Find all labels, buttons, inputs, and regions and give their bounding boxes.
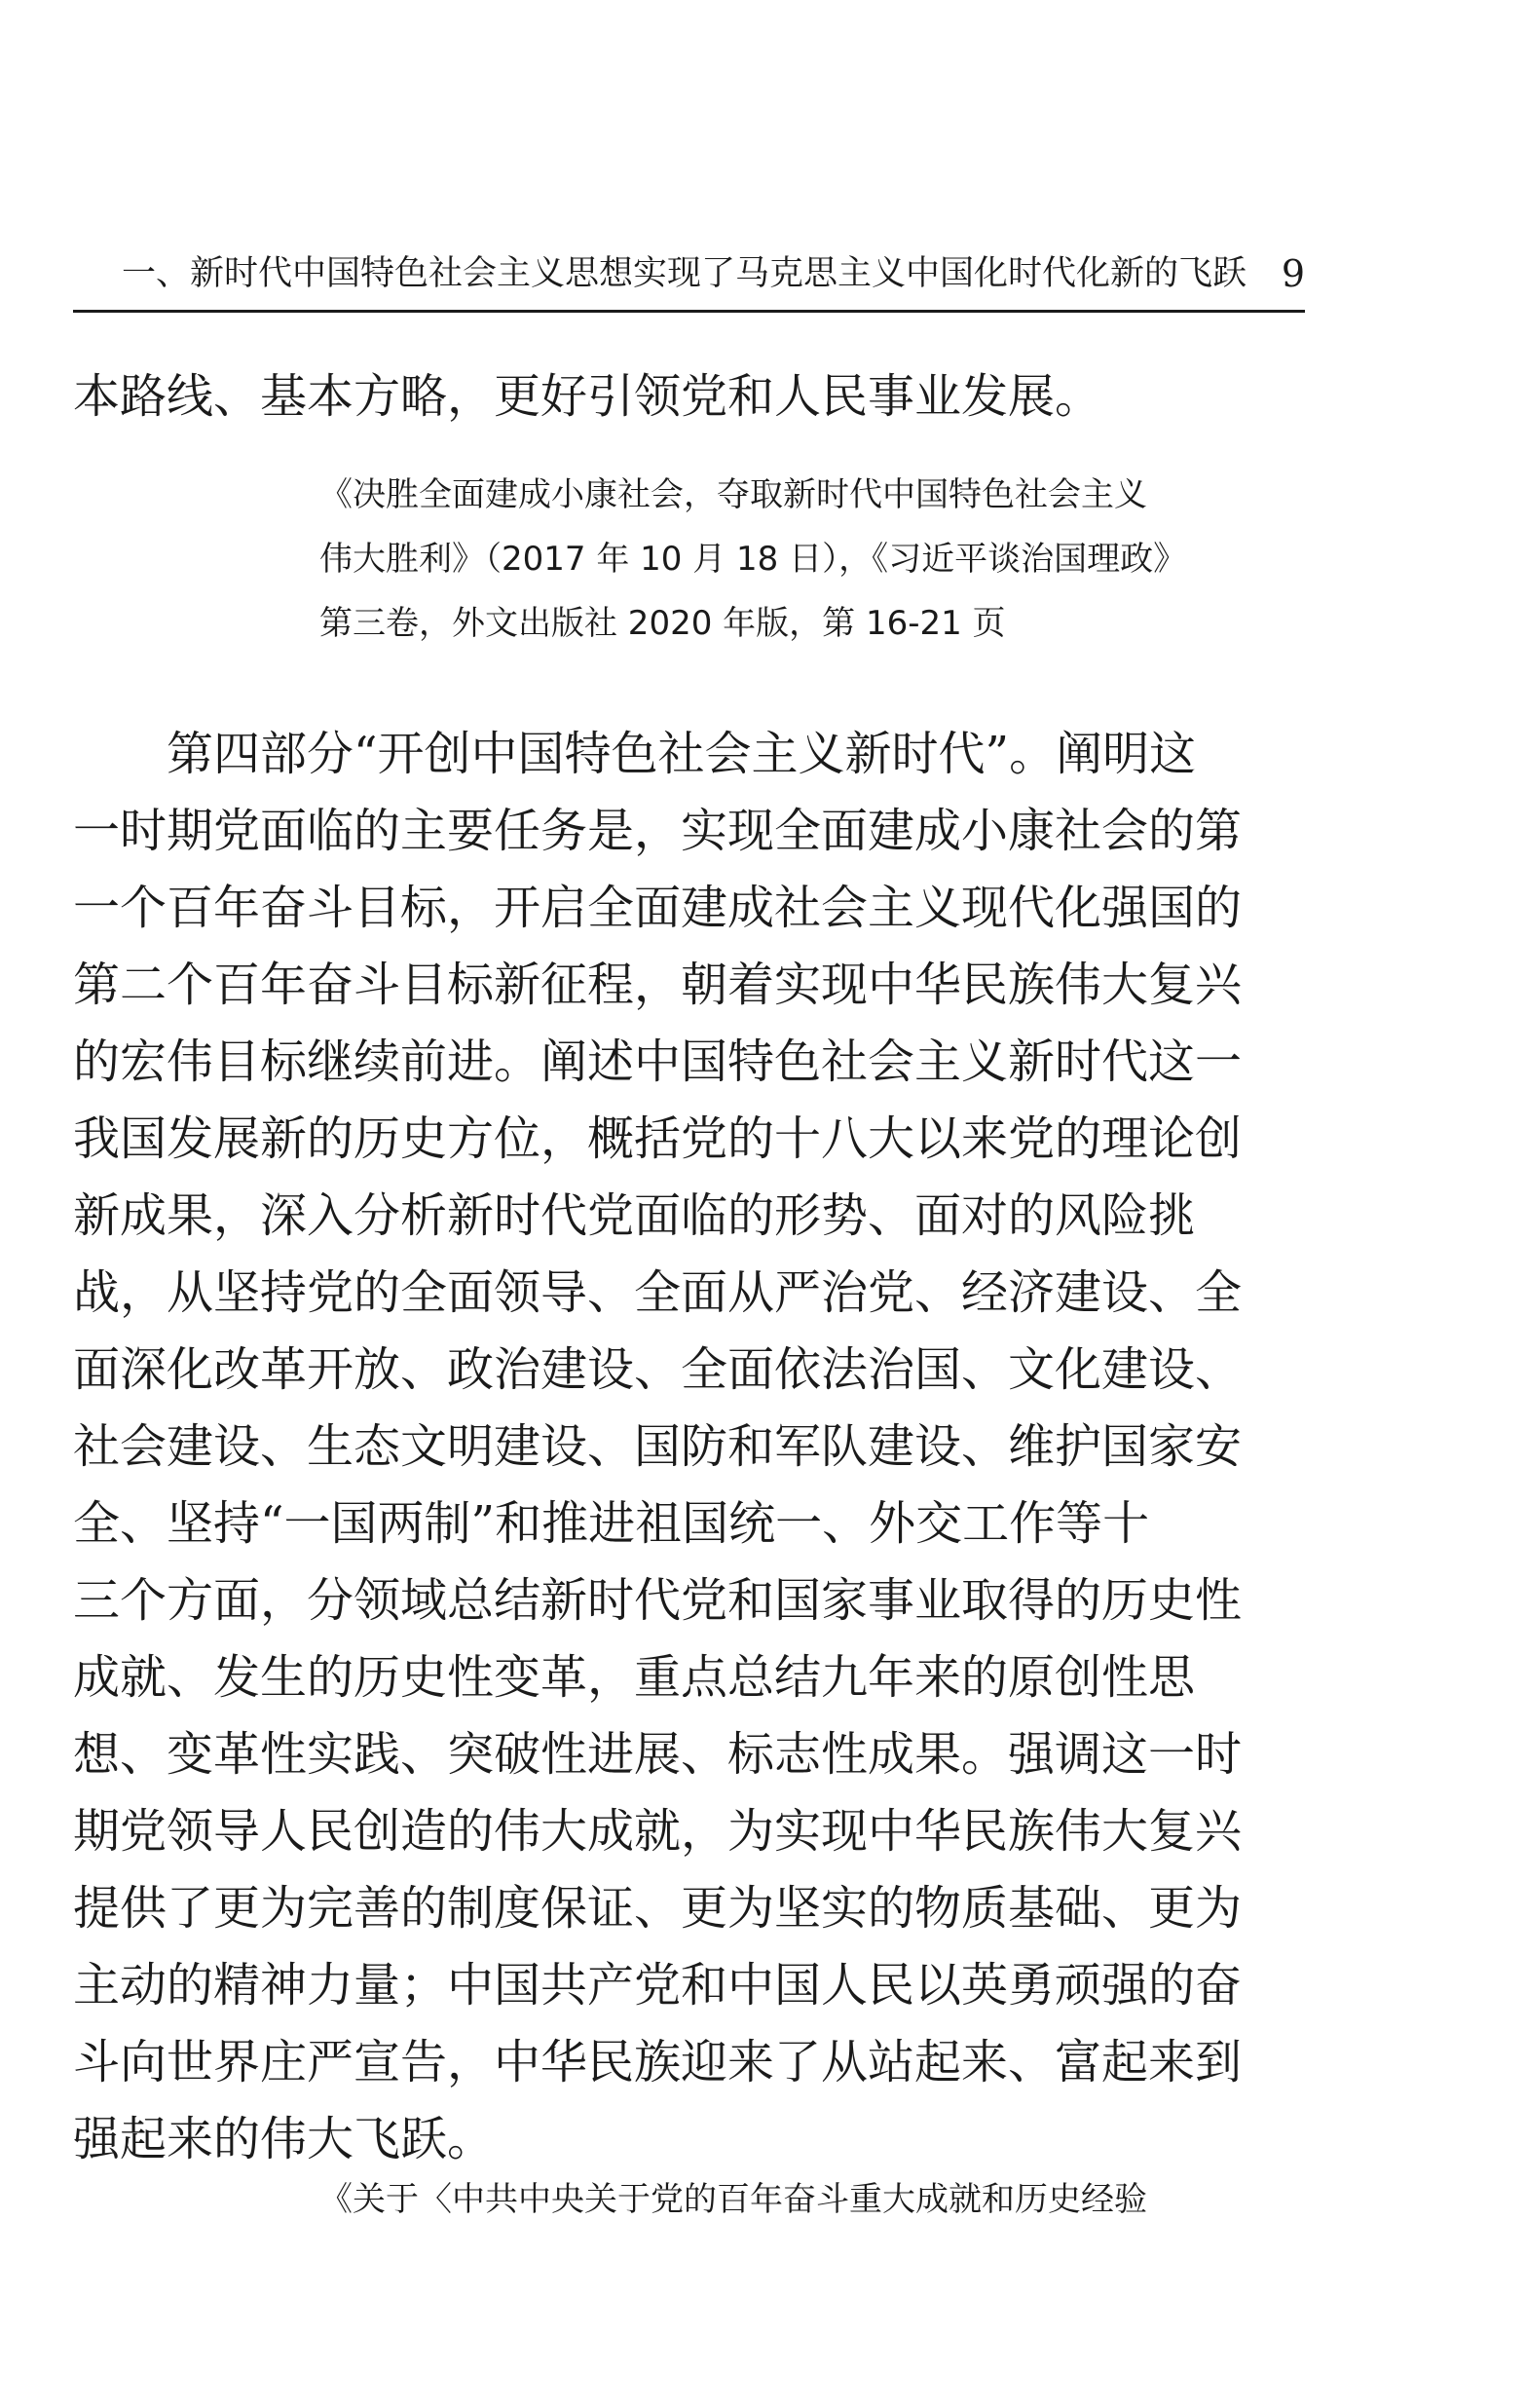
paragraph-line: 期党领导人民创造的伟大成就，为实现中华民族伟大复兴	[73, 1804, 1243, 1859]
paragraph-line: 斗向世界庄严宣告，中华民族迎来了从站起来、富起来到	[73, 2035, 1243, 2089]
paragraph-line: 战，从坚持党的全面领导、全面从严治党、经济建设、全	[73, 1265, 1243, 1320]
continued-text-line: 本路线、基本方略，更好引领党和人民事业发展。	[73, 369, 1102, 424]
paragraph-line: 我国发展新的历史方位，概括党的十八大以来党的理论创	[73, 1111, 1243, 1166]
paragraph-line: 提供了更为完善的制度保证、更为坚实的物质基础、更为	[73, 1881, 1243, 1936]
citation-bottom: 《关于〈中共中央关于党的百年奋斗重大成就和历史经验	[319, 2180, 1147, 2219]
paragraph-line: 主动的精神力量；中国共产党和中国人民以英勇顽强的奋	[73, 1958, 1243, 2013]
paragraph-line: 第二个百年奋斗目标新征程，朝着实现中华民族伟大复兴	[73, 958, 1243, 1012]
paragraph-line: 三个方面，分领域总结新时代党和国家事业取得的历史性	[73, 1573, 1243, 1628]
header-rule	[73, 310, 1305, 313]
paragraph-line: 新成果，深入分析新时代党面临的形势、面对的风险挑	[73, 1188, 1196, 1243]
paragraph-line: 全、坚持“一国两制”和推进祖国统一、外交工作等十	[73, 1496, 1150, 1551]
running-header	[73, 246, 1305, 301]
citation-line-3: 第三卷，外文出版社 2020 年版，第 16-21 页	[319, 604, 1006, 643]
body-paragraph	[73, 716, 1310, 2178]
citation-line-2: 伟大胜利》（2017 年 10 月 18 日），《习近平谈治国理政》	[319, 540, 1187, 579]
paragraph-line: 一个百年奋斗目标，开启全面建成社会主义现代化强国的	[73, 881, 1243, 935]
paragraph-line: 面深化改革开放、政治建设、全面依法治国、文化建设、	[73, 1342, 1243, 1397]
paragraph-line: 成就、发生的历史性变革，重点总结九年来的原创性思	[73, 1650, 1196, 1705]
paragraph-line: 想、变革性实践、突破性进展、标志性成果。强调这一时	[73, 1727, 1243, 1782]
paragraph-line: 第四部分“开创中国特色社会主义新时代”。阐明这	[73, 727, 1197, 781]
running-title: 一、新时代中国特色社会主义思想实现了马克思主义中国化时代化新的飞跃	[122, 254, 1247, 293]
paragraph-line: 一时期党面临的主要任务是，实现全面建成小康社会的第	[73, 804, 1243, 858]
paragraph-line: 社会建设、生态文明建设、国防和军队建设、维护国家安	[73, 1419, 1243, 1474]
paragraph-line: 强起来的伟大飞跃。	[73, 2112, 495, 2166]
paragraph-line: 的宏伟目标继续前进。阐述中国特色社会主义新时代这一	[73, 1035, 1243, 1089]
citation-line-1: 《决胜全面建成小康社会，夺取新时代中国特色社会主义	[319, 475, 1147, 514]
page-number: 9	[1281, 252, 1305, 295]
